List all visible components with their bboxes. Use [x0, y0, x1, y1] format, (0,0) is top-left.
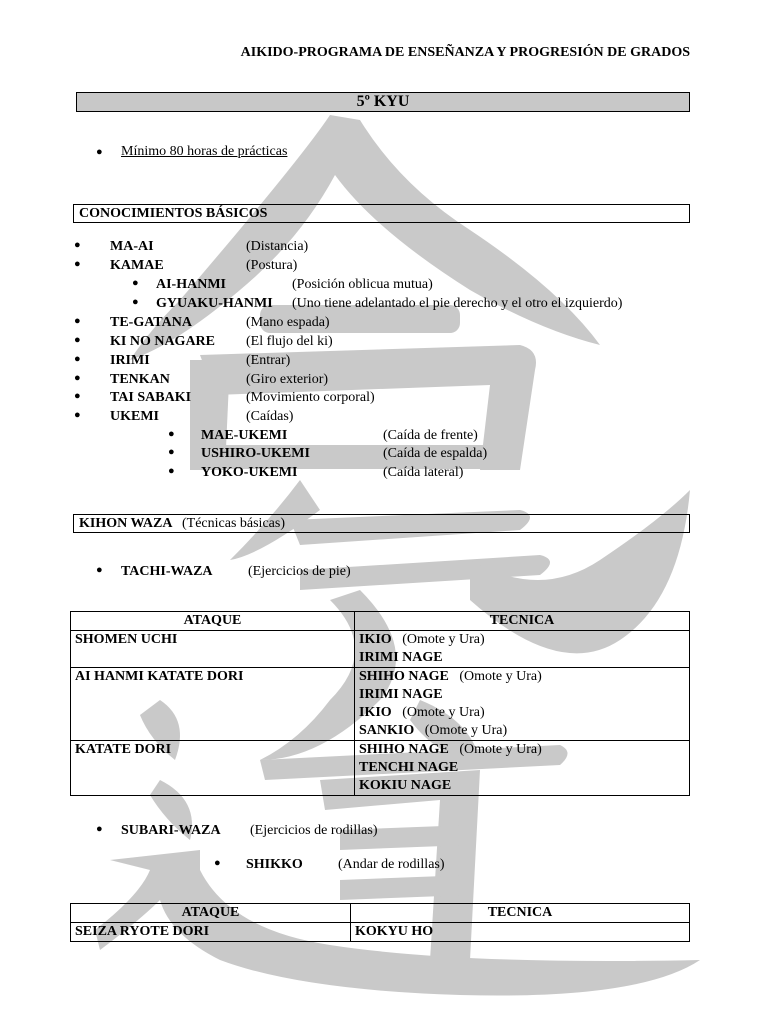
- term: SUBARI-WAZA: [121, 823, 221, 838]
- technique-name: SHIHO NAGE: [359, 742, 449, 757]
- attack-cell: SHOMEN UCHI: [71, 631, 355, 668]
- bullet-icon: ●: [132, 296, 139, 308]
- bullet-icon: ●: [74, 315, 81, 327]
- bullet-icon: ●: [214, 857, 221, 869]
- term-desc: (Caída lateral): [383, 465, 464, 480]
- technique-note: (Omote y Ura): [424, 723, 508, 738]
- technique-cell: [355, 631, 690, 668]
- technique-note: (Omote y Ura): [402, 705, 485, 720]
- bullet-icon: ●: [74, 334, 81, 346]
- term: TACHI-WAZA: [121, 564, 213, 579]
- term-desc: (Postura): [246, 258, 298, 273]
- term: MA-AI: [110, 239, 154, 254]
- term-desc: (Mano espada): [246, 315, 330, 330]
- term: YOKO-UKEMI: [201, 465, 298, 480]
- requirement-text: Mínimo 80 horas de prácticas: [121, 144, 288, 159]
- tachi-waza-table: [70, 611, 690, 796]
- term-desc: (Ejercicios de rodillas): [250, 823, 378, 838]
- bullet-icon: ●: [168, 446, 175, 458]
- attack-cell: KATATE DORI: [71, 741, 355, 796]
- technique-name: KOKIU NAGE: [359, 778, 452, 793]
- attack-cell: SEIZA RYOTE DORI: [71, 923, 351, 942]
- basics-title-text: CONOCIMIENTOS BÁSICOS: [79, 206, 268, 221]
- bullet-icon: ●: [74, 409, 81, 421]
- bullet-icon: ●: [74, 258, 81, 270]
- document-header: AIKIDO-PROGRAMA DE ENSEÑANZA Y PROGRESIÓN DE GRADOS: [240, 45, 690, 60]
- technique-name: IRIMI NAGE: [359, 650, 443, 665]
- bullet-icon: ●: [74, 372, 81, 384]
- bullet-icon: ●: [96, 823, 103, 835]
- technique-cell: [355, 668, 690, 741]
- bullet-icon: ●: [96, 564, 103, 576]
- table-row: [71, 631, 690, 668]
- subari-waza-table: [70, 903, 690, 942]
- column-header: TECNICA: [351, 904, 690, 923]
- technique-cell: KOKYU HO: [351, 923, 690, 942]
- table-row: [71, 741, 690, 796]
- term: KI NO NAGARE: [110, 334, 216, 349]
- technique-name: IKIO: [359, 632, 392, 647]
- grade-title-box: 5º KYU: [76, 92, 690, 112]
- term-desc: (Caída de espalda): [383, 446, 488, 461]
- column-header: ATAQUE: [71, 612, 355, 631]
- term-desc: (Ejercicios de pie): [248, 564, 351, 579]
- attack-cell: AI HANMI KATATE DORI: [71, 668, 355, 741]
- technique-cell: [355, 741, 690, 796]
- bullet-icon: ●: [168, 465, 175, 477]
- term: USHIRO-UKEMI: [201, 446, 310, 461]
- term-desc: (Distancia): [246, 239, 309, 254]
- term-desc: (Caída de frente): [383, 428, 478, 443]
- term-desc: (Andar de rodillas): [338, 857, 445, 872]
- term-desc: (Caídas): [246, 409, 294, 424]
- kihon-title-text: KIHON WAZA: [79, 516, 173, 531]
- term: AI-HANMI: [156, 277, 226, 292]
- kihon-subtitle-text: (Técnicas básicas): [181, 516, 285, 531]
- bullet-icon: ●: [96, 146, 103, 158]
- column-header: ATAQUE: [71, 904, 351, 923]
- term-desc: (Movimiento corporal): [246, 390, 375, 405]
- bullet-icon: ●: [74, 239, 81, 251]
- term-desc: (Posición oblicua mutua): [292, 277, 433, 292]
- term: MAE-UKEMI: [201, 428, 288, 443]
- term-desc: (Uno tiene adelantado el pie derecho y el otro el izquierdo): [292, 296, 623, 311]
- term-desc: (Entrar): [246, 353, 291, 368]
- bullet-icon: ●: [132, 277, 139, 289]
- term-desc: (Giro exterior): [246, 372, 329, 387]
- table-row: [71, 923, 690, 942]
- technique-name: IKIO: [359, 705, 392, 720]
- technique-name: SANKIO: [359, 723, 415, 738]
- term-desc: (El flujo del ki): [246, 334, 333, 349]
- term: GYUAKU-HANMI: [156, 296, 273, 311]
- basics-section-title: [73, 204, 690, 223]
- bullet-icon: ●: [74, 390, 81, 402]
- table-row: [71, 668, 690, 741]
- term: TE-GATANA: [110, 315, 192, 330]
- technique-note: (Omote y Ura): [402, 632, 485, 647]
- term: TENKAN: [110, 372, 170, 387]
- column-header: TECNICA: [355, 612, 690, 631]
- requirement-item: [96, 144, 288, 160]
- term: UKEMI: [110, 409, 159, 424]
- technique-name: TENCHI NAGE: [359, 760, 459, 775]
- kihon-section-title: [73, 514, 690, 533]
- term: SHIKKO: [246, 857, 303, 872]
- technique-name: IRIMI NAGE: [359, 687, 443, 702]
- bullet-icon: ●: [168, 428, 175, 440]
- term: TAI SABAKI: [110, 390, 192, 405]
- technique-note: (Omote y Ura): [459, 742, 542, 757]
- technique-note: (Omote y Ura): [459, 669, 542, 684]
- technique-name: SHIHO NAGE: [359, 669, 449, 684]
- term: IRIMI: [110, 353, 150, 368]
- bullet-icon: ●: [74, 353, 81, 365]
- term: KAMAE: [110, 258, 164, 273]
